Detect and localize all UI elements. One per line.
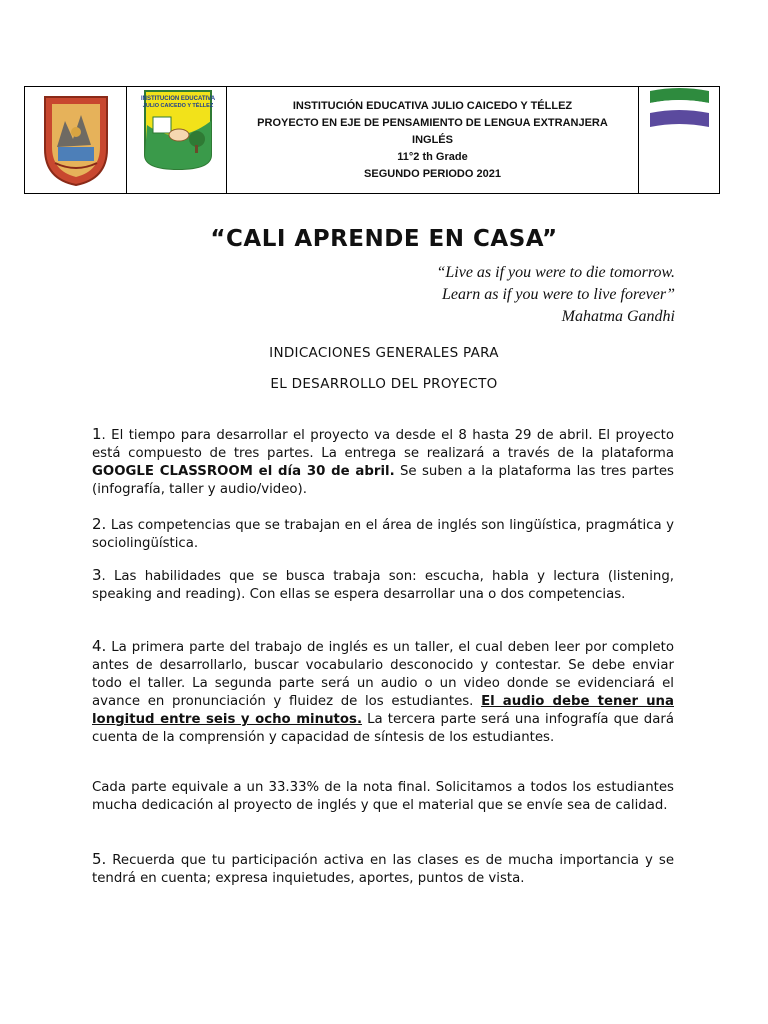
paragraph-text: La primera parte del trabajo de inglés es un taller, el cual deben leer por completo antes de desarrollarlo, buscar vocabulario desconocido y contestar. Se debe enviar todo el taller. La segunda parte será un audio o un video donde se evidenciará el avance en pronunciación y fluidez de los estudiantes. xyxy=(92,640,674,709)
project-name: PROYECTO EN EJE DE PENSAMIENTO DE LENGUA EXTRANJERA xyxy=(257,116,608,129)
period-label: SEGUNDO PERIODO 2021 xyxy=(364,167,501,180)
school-logo xyxy=(127,87,227,193)
subheading-line-1: INDICACIONES GENERALES PARA xyxy=(269,345,499,361)
grade-label: 11°2 th Grade xyxy=(397,150,468,163)
paragraph-number: 2. xyxy=(92,515,107,533)
paragraph-number: 5. xyxy=(92,850,107,868)
paragraph-number: 4. xyxy=(92,637,107,655)
paragraph-text: Se suben a la plataforma las tres partes (infografía, taller y audio/video). xyxy=(92,464,674,497)
quote-author: Mahatma Gandhi xyxy=(561,308,675,325)
school-logo-text-top: INSTITUCION EDUCATIVA xyxy=(140,96,216,102)
header-cell-school-logo xyxy=(127,87,227,193)
paragraph-5 xyxy=(92,850,674,888)
paragraph-bold-text: GOOGLE CLASSROOM el día 30 de abril. xyxy=(92,464,395,479)
paragraph-underlined-text: El audio debe tener una longitud entre seis y ocho minutos. xyxy=(92,694,674,727)
paragraph-text: La tercera parte será una infografía que dará cuenta de la comprensión y capacidad de síntesis de los estudiantes. xyxy=(92,712,674,745)
subheading-line-2: EL DESARROLLO DEL PROYECTO xyxy=(270,376,498,392)
paragraph-2 xyxy=(92,515,674,553)
school-logo-text-mid: JULIO CAICEDO Y TÉLLEZ xyxy=(142,103,214,109)
paragraph-3 xyxy=(92,566,674,604)
paragraph-text: Recuerda que tu participación activa en las clases es de mucha importancia y se tendrá en cuenta; expresa inquietudes, aportes, puntos de vista. xyxy=(92,853,674,886)
paragraph-grading: Cada parte equivale a un 33.33% de la nota final. Solicitamos a todos los estudiantes mucha dedicación al proyecto de inglés y que el material que se envíe sea de calidad. xyxy=(92,780,674,813)
header-cell-institution-info xyxy=(227,87,639,193)
paragraph-text: . El tiempo para desarrollar el proyecto va desde el 8 hasta 29 de abril. El proyecto está compuesto de tres partes. La entrega se realizará a través de la plataforma xyxy=(92,428,674,461)
paragraph-number: 3 xyxy=(92,566,102,584)
cali-flag-icon xyxy=(639,87,719,193)
paragraph-text: Las competencias que se trabajan en el área de inglés son lingüística, pragmática y sociolingüística. xyxy=(92,518,674,551)
quote-line-1: “Live as if you were to die tomorrow. xyxy=(436,264,675,281)
document-title: “CALI APRENDE EN CASA” xyxy=(210,226,558,252)
gandhi-quote xyxy=(436,262,675,328)
paragraph-4 xyxy=(92,637,674,747)
header-table xyxy=(24,86,720,194)
header-cell-city-shield xyxy=(25,87,127,193)
paragraph-text: . Las habilidades que se busca trabaja son: escucha, habla y lectura (listening, speaking and reading). Con ellas se espera desarrollar una o dos competencias. xyxy=(92,569,674,602)
institution-name: INSTITUCIÓN EDUCATIVA JULIO CAICEDO Y TÉLLEZ xyxy=(292,99,573,112)
paragraph-number: 1 xyxy=(92,425,102,443)
subject-name: INGLÉS xyxy=(412,133,453,146)
header-cell-flag xyxy=(639,87,719,193)
quote-line-2: Learn as if you were to live forever” xyxy=(442,286,675,303)
city-shield-logo xyxy=(25,87,127,193)
paragraph-1 xyxy=(92,425,674,499)
